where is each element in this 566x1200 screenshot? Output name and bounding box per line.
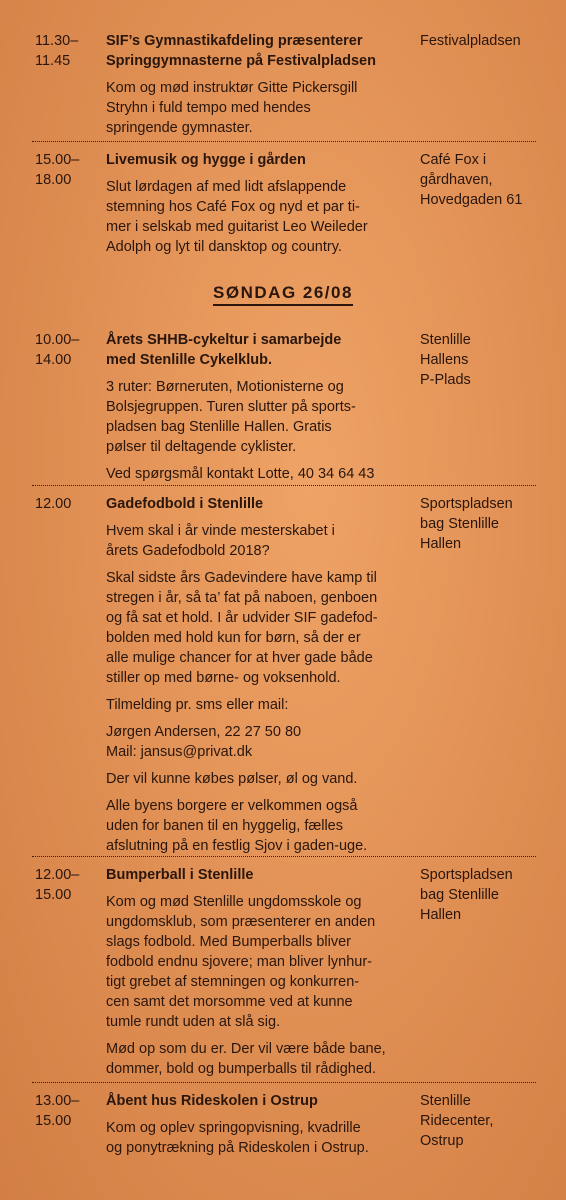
entry-place [420,330,560,390]
paragraph-line: afslutning på en festlig Sjov i gaden-uge. [106,838,368,854]
title-line: SIF’s Gymnastikafdeling præsenterer [106,33,363,49]
place-line: Hallens [420,352,469,368]
place-line: Café Fox i [420,152,487,168]
paragraph-line: cen samt det morsomme ved at kunne [106,994,353,1010]
place-line: bag Stenlille [420,887,499,903]
title-line: Gadefodbold i Stenlille [106,496,264,512]
paragraph-line: og få sat et hold. I år udvider SIF gadefod- [106,610,378,626]
time-end: 15.00 [35,1113,72,1129]
entry-time [35,494,95,514]
paragraph-line: slags fodbold. Med Bumperballs bliver [106,934,352,950]
day-heading-text: SØNDAG 26/08 [213,283,353,306]
title-line: Livemusik og hygge i gården [106,152,306,168]
paragraph-line: bolden med hold kun for børn, så der er [106,630,361,646]
place-line: Hovedgaden 61 [420,192,523,208]
entry-content [106,494,406,856]
time-start: 12.00– [35,867,80,883]
entry-paragraph [106,769,406,789]
place-line: gårdhaven, [420,172,493,188]
entry-paragraph [106,78,406,138]
place-line: bag Stenlille [420,516,499,532]
place-line: Sportspladsen [420,867,513,883]
place-line: Hallen [420,536,462,552]
entry-title [106,31,406,71]
entry-content [106,31,406,138]
title-line: Springgymnasterne på Festivalpladsen [106,53,376,69]
entry-paragraph [106,796,406,856]
paragraph-line: 3 ruter: Børneruten, Motionisterne og [106,379,344,395]
paragraph-line: Adolph og lyt til dansktop og country. [106,239,342,255]
paragraph-line: dommer, bold og bumperballs til rådighed. [106,1061,377,1077]
entry-paragraph [106,177,406,257]
paragraph-line: Mail: jansus@privat.dk [106,744,253,760]
paragraph-line: alle mulige chancer for at hver gade både [106,650,373,666]
paragraph-line: årets Gadefodbold 2018? [106,543,270,559]
entry-paragraph [106,892,406,1032]
time-end: 11.45 [35,53,71,69]
time-start: 11.30– [35,33,79,49]
divider [32,1082,536,1083]
entry-paragraph [106,1118,406,1158]
entry-title [106,865,406,885]
entry-place [420,1091,560,1151]
entry-title [106,330,406,370]
paragraph-line: Der vil kunne købes pølser, øl og vand. [106,771,358,787]
time-end: 18.00 [35,172,72,188]
paragraph-line: springende gymnaster. [106,120,253,136]
paragraph-line: mer i selskab med guitarist Leo Weileder [106,219,368,235]
paragraph-line: Stryhn i fuld tempo med hendes [106,100,311,116]
day-heading [0,283,566,306]
paragraph-line: uden for banen til en hyggelig, fælles [106,818,343,834]
paragraph-line: ungdomsklub, som præsenterer en anden [106,914,376,930]
paragraph-line: tumle rundt uden at slå sig. [106,1014,281,1030]
place-line: Stenlille [420,1093,471,1109]
title-line: Årets SHHB-cykeltur i samarbejde [106,332,342,348]
entry-paragraph [106,521,406,561]
entry-content [106,1091,406,1158]
divider [32,485,536,486]
entry-time [35,150,95,190]
paragraph-line: Hvem skal i år vinde mesterskabet i [106,523,335,539]
title-line: Åbent hus Rideskolen i Ostrup [106,1093,318,1109]
paragraph-line: pølser til deltagende cyklister. [106,439,297,455]
title-line: Bumperball i Stenlille [106,867,254,883]
entry-place [420,494,560,554]
time-start: 10.00– [35,332,80,348]
place-line: Ridecenter, [420,1113,494,1129]
entry-paragraph [106,695,406,715]
place-line: Stenlille [420,332,471,348]
paragraph-line: Alle byens borgere er velkommen også [106,798,358,814]
paragraph-line: stregen i år, så ta’ fat på naboen, genboen [106,590,378,606]
paragraph-line: tigt grebet af stemningen og konkurren- [106,974,360,990]
entry-time [35,31,95,71]
paragraph-line: Kom og oplev springopvisning, kvadrille [106,1120,361,1136]
title-line: med Stenlille Cykelklub. [106,352,272,368]
paragraph-line: Jørgen Andersen, 22 27 50 80 [106,724,302,740]
divider [32,141,536,142]
entry-paragraph [106,464,406,484]
entry-time [35,865,95,905]
place-line: P-Plads [420,372,471,388]
paragraph-line: stiller op med børne- og voksenhold. [106,670,341,686]
entry-paragraph [106,1039,406,1079]
place-line: Hallen [420,907,462,923]
paragraph-line: og ponytrækning på Rideskolen i Ostrup. [106,1140,369,1156]
entry-content [106,150,406,257]
time-start: 15.00– [35,152,80,168]
paragraph-line: Slut lørdagen af med lidt afslappende [106,179,347,195]
time-end: 14.00 [35,352,72,368]
entry-paragraph [106,377,406,457]
entry-place [420,31,560,51]
paragraph-line: Mød op som du er. Der vil være både bane, [106,1041,386,1057]
entry-content [106,330,406,484]
paragraph-line: pladsen bag Stenlille Hallen. Gratis [106,419,332,435]
paragraph-line: Tilmelding pr. sms eller mail: [106,697,289,713]
paragraph-line: Ved spørgsmål kontakt Lotte, 40 34 64 43 [106,466,375,482]
paragraph-line: fodbold endnu sjovere; man bliver lynhur- [106,954,372,970]
paragraph-line: stemning hos Café Fox og nyd et par ti- [106,199,360,215]
entry-content [106,865,406,1079]
time-end: 15.00 [35,887,72,903]
entry-paragraph [106,568,406,688]
time-start: 13.00– [35,1093,80,1109]
entry-place [420,865,560,925]
time-start: 12.00 [35,496,72,512]
entry-title [106,494,406,514]
paragraph-line: Kom og mød Stenlille ungdomsskole og [106,894,362,910]
paragraph-line: Skal sidste års Gadevindere have kamp til [106,570,377,586]
entry-paragraph [106,722,406,762]
entry-time [35,330,95,370]
place-line: Ostrup [420,1133,464,1149]
entry-place [420,150,560,210]
entry-title [106,150,406,170]
paragraph-line: Kom og mød instruktør Gitte Pickersgill [106,80,358,96]
place-line: Sportspladsen [420,496,513,512]
paragraph-line: Bolsjegruppen. Turen slutter på sports- [106,399,356,415]
divider [32,856,536,857]
place-line: Festivalpladsen [420,33,521,49]
entry-title [106,1091,406,1111]
entry-time [35,1091,95,1131]
